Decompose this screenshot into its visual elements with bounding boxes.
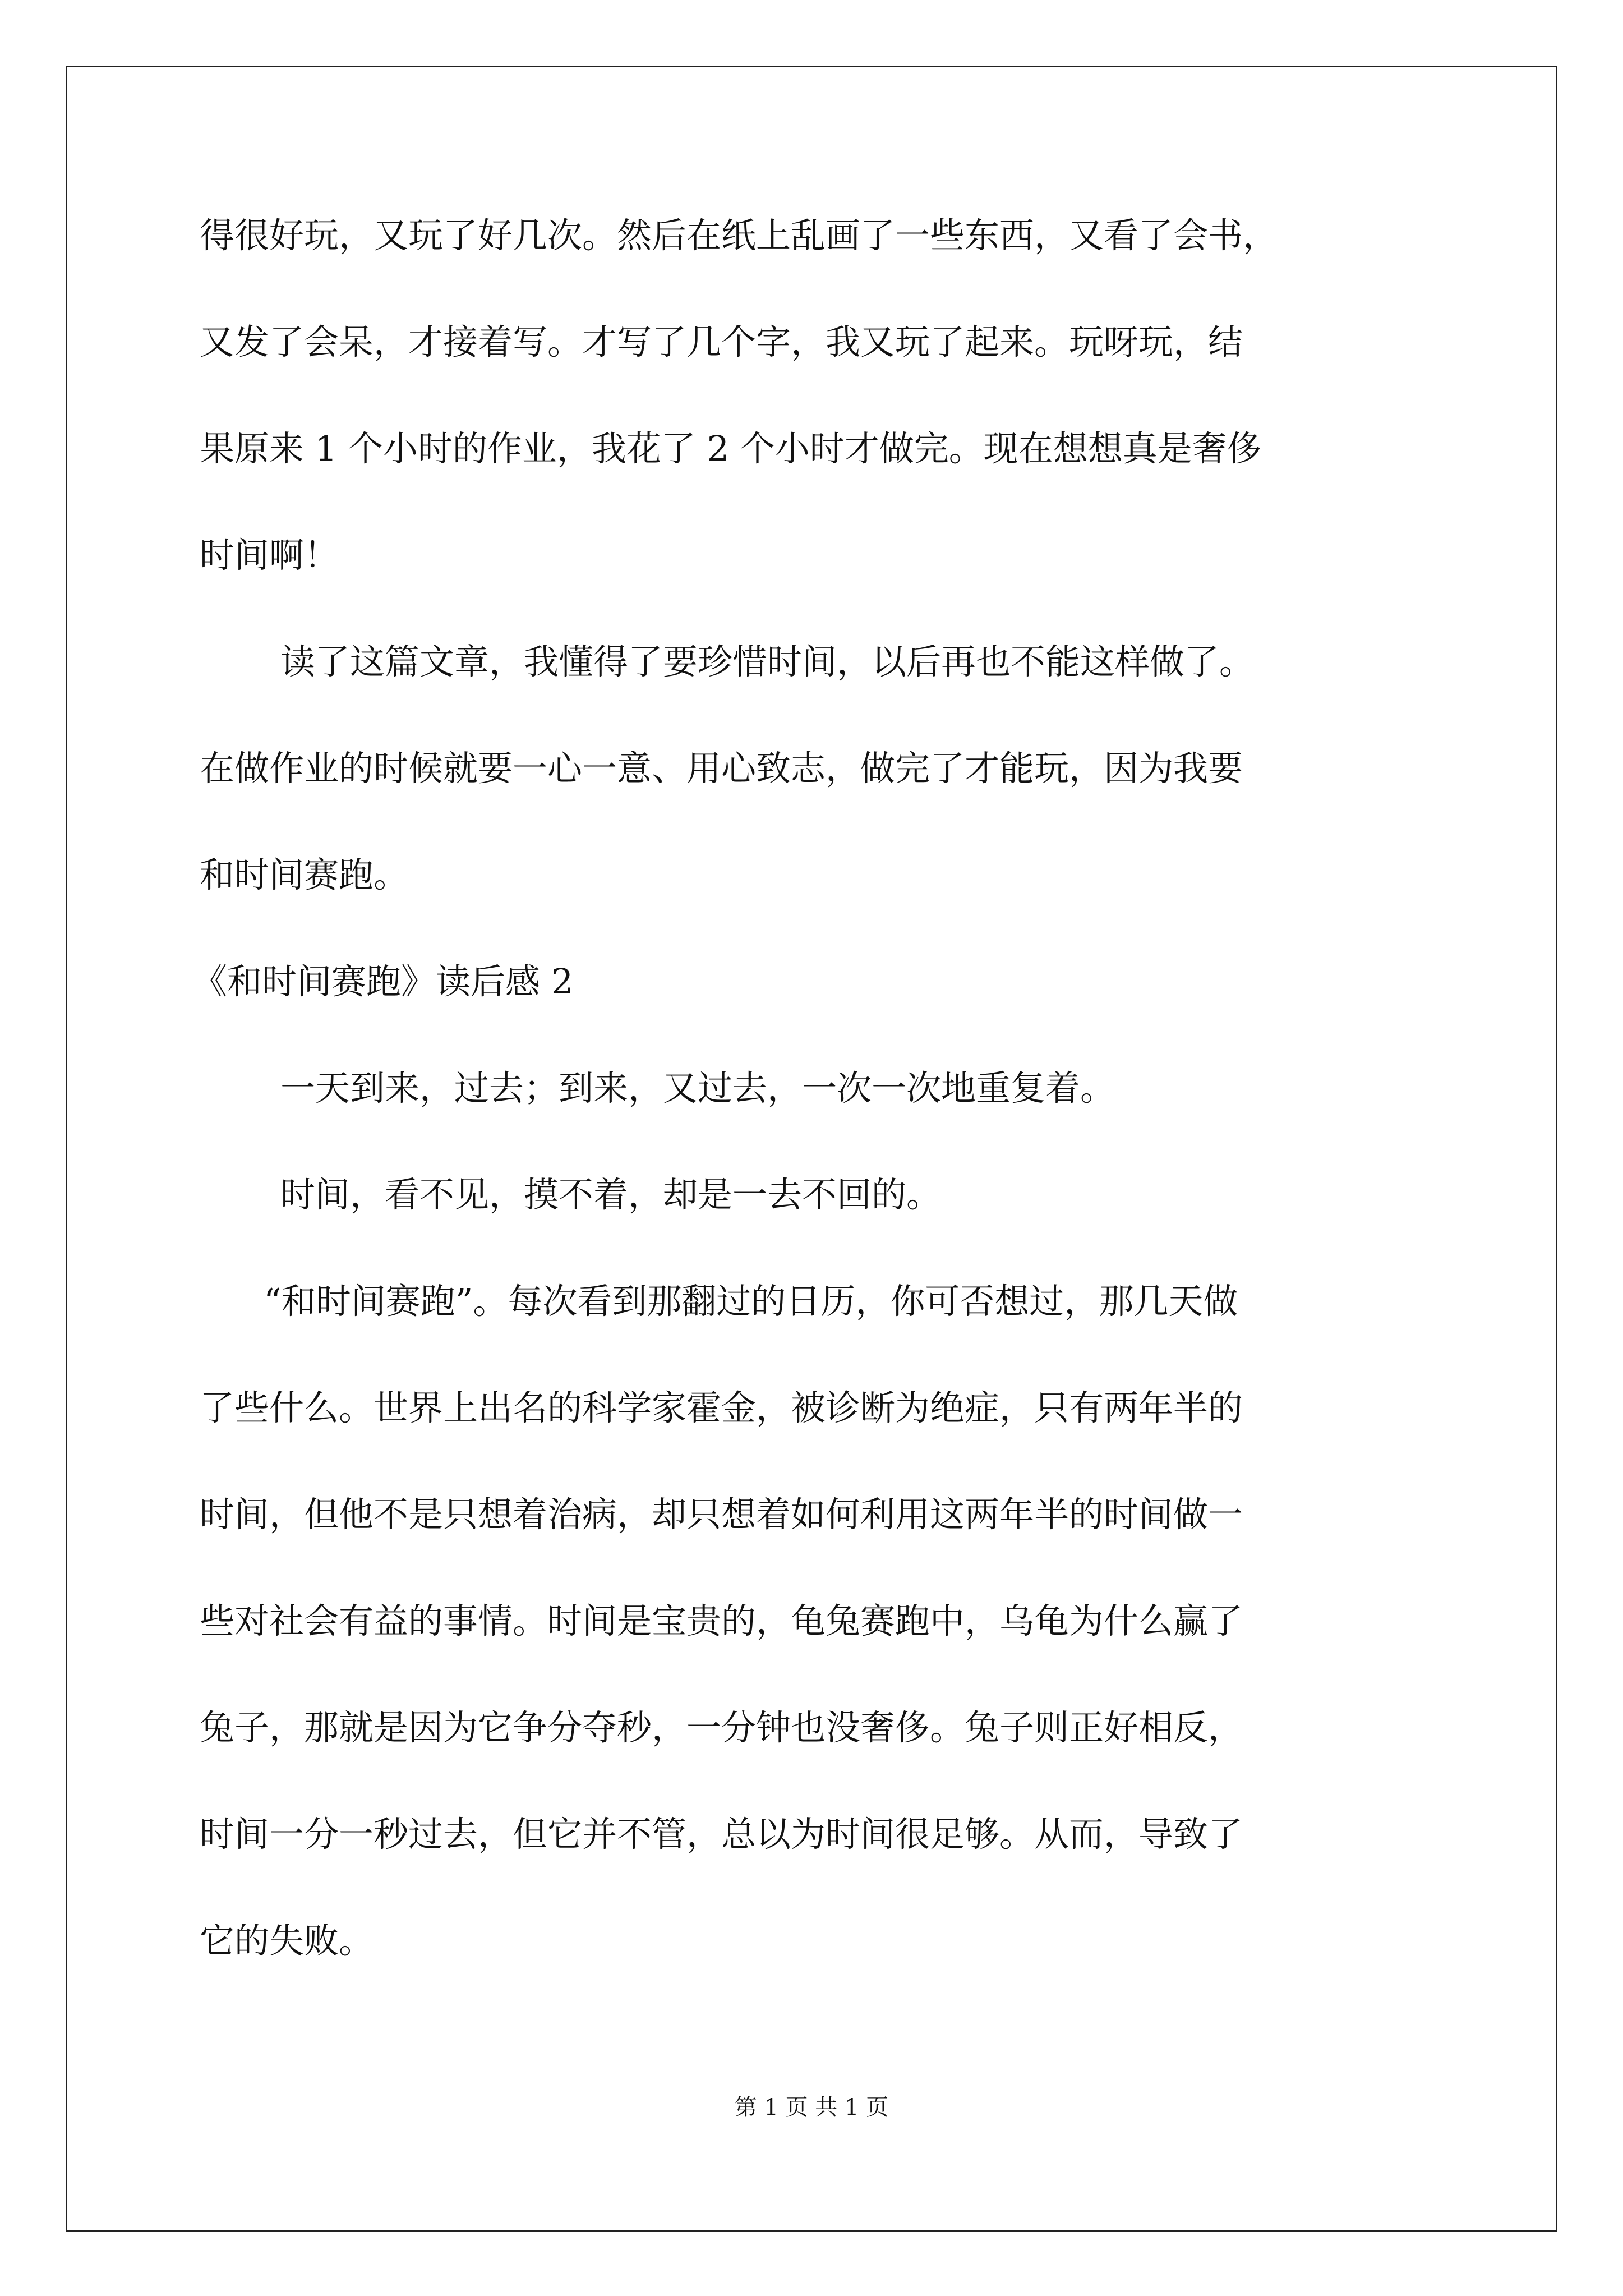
page-frame	[66, 66, 1557, 2232]
section-heading: 《和时间赛跑》读后感 2	[192, 961, 574, 1002]
text-line: 又发了会呆，才接着写。才写了几个字，我又玩了起来。玩呀玩，结	[200, 321, 1243, 362]
paragraph-first-line: 时间，看不见，摸不着，却是一去不回的。	[280, 1174, 942, 1215]
paragraph-first-line: “和时间赛跑”。每次看到那翻过的日历，你可否想过，那几天做	[264, 1281, 1238, 1322]
text-line: 时间，但他不是只想着治病，却只想着如何利用这两年半的时间做一	[200, 1494, 1243, 1535]
text-line: 兔子，那就是因为它争分夺秒，一分钟也没奢侈。兔子则正好相反，	[200, 1707, 1243, 1748]
paragraph-first-line: 一天到来，过去；到来，又过去，一次一次地重复着。	[280, 1068, 1115, 1108]
text-line: 在做作业的时候就要一心一意、用心致志，做完了才能玩，因为我要	[200, 748, 1243, 789]
paragraph-first-line: 读了这篇文章，我懂得了要珍惜时间，以后再也不能这样做了。	[280, 641, 1255, 682]
text-line: 些对社会有益的事情。时间是宝贵的，龟兔赛跑中，乌龟为什么赢了	[200, 1600, 1243, 1641]
text-line: 得很好玩，又玩了好几次。然后在纸上乱画了一些东西，又看了会书，	[200, 215, 1278, 256]
text-line: 它的失败。	[200, 1920, 374, 1961]
text-line: 时间啊！	[200, 535, 339, 576]
text-line: 了些什么。世界上出名的科学家霍金，被诊断为绝症，只有两年半的	[200, 1387, 1243, 1428]
text-line: 果原来 1 个小时的作业，我花了 2 个小时才做完。现在想想真是奢侈	[200, 428, 1262, 469]
text-line: 时间一分一秒过去，但它并不管，总以为时间很足够。从而，导致了	[200, 1814, 1243, 1855]
text-line: 和时间赛跑。	[200, 854, 409, 895]
page-number-footer: 第 1 页 共 1 页	[734, 2095, 889, 2120]
